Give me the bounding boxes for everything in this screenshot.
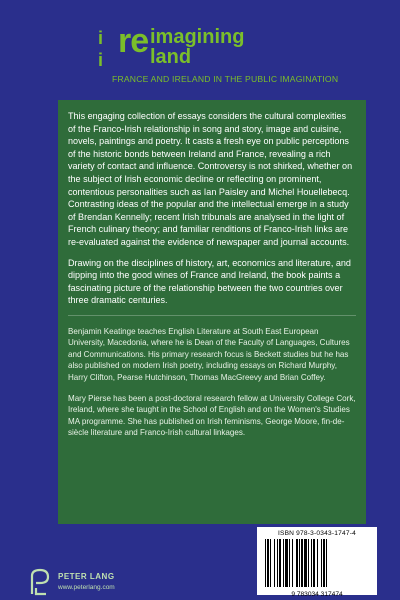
logo-letter-i-bottom: i bbox=[98, 50, 104, 70]
peter-lang-logo-icon bbox=[28, 568, 52, 596]
blurb-paragraph-2: Drawing on the disciplines of history, art, economics and literature, and dipping into the good wines of France and Ireland, the book paints a fascinating picture of the relationship between the two countries over three dramatic centuries. bbox=[68, 257, 351, 306]
isbn-label: ISBN 978-3-0343-1747-4 bbox=[277, 530, 357, 537]
logo-letter-i-top: i bbox=[98, 28, 104, 48]
barcode-number: 9 783034 317474 bbox=[291, 591, 343, 598]
publisher-name: PETER LANG bbox=[58, 572, 115, 581]
book-blurb bbox=[68, 110, 356, 307]
publisher-block bbox=[6, 520, 126, 600]
author-bios bbox=[68, 326, 356, 439]
text-panel bbox=[58, 100, 366, 524]
barcode-box bbox=[257, 527, 377, 598]
bio-keatinge: Benjamin Keatinge teaches English Literature at South East European University, Macedonia, where he is Dean of the Faculty of Languages, Cultures and Communications. His primary research focus is Beckett studies but he has also published on modern Irish poetry, including essays on Richard Murphy, Harry Clifton, Pearse Hutchinson, Thomas MacGreevy and Brian Coffey. bbox=[68, 326, 350, 382]
logo-word-land: land bbox=[150, 46, 192, 68]
logo-letters-re: re bbox=[118, 22, 149, 60]
logo-word-imagining: imagining bbox=[150, 26, 245, 48]
section-divider bbox=[68, 315, 356, 316]
publisher-url: www.peterlang.com bbox=[58, 584, 115, 591]
blurb-paragraph-1: This engaging collection of essays considers the cultural complexities of the Franco-Irish relationship in song and story, image and cuisine, novels, paintings and poetry. It casts a fresh eye on public perceptions of the historic bonds between Ireland and France, revealing a rich variety of contact and influence. Controversy is not shirked, whether on the subject of Irish economic decline or reflecting on prominent, contentious personalities such as Ian Paisley and Michel Houellebecq. Contrasting ideas of the popular and the intellectual emerge in a study of Brendan Kennelly; recent Irish tribunals are analysed in the light of French culinary theory; and familiar renditions of Franco-Irish links are re-evaluated against the evidence of newspaper and journal accounts. bbox=[68, 111, 353, 247]
bio-pierse: Mary Pierse has been a post-doctoral research fellow at University College Cork, Ireland, where she taught in the School of English and on the Women's Studies MA programme. She has published on Irish feminisms, George Moore, fin-de-siècle literature and Franco-Irish cultural linkages. bbox=[68, 393, 356, 438]
series-header bbox=[0, 0, 400, 100]
barcode-bars bbox=[263, 539, 371, 587]
series-subtitle: FRANCE AND IRELAND IN THE PUBLIC IMAGINATION bbox=[112, 74, 339, 84]
